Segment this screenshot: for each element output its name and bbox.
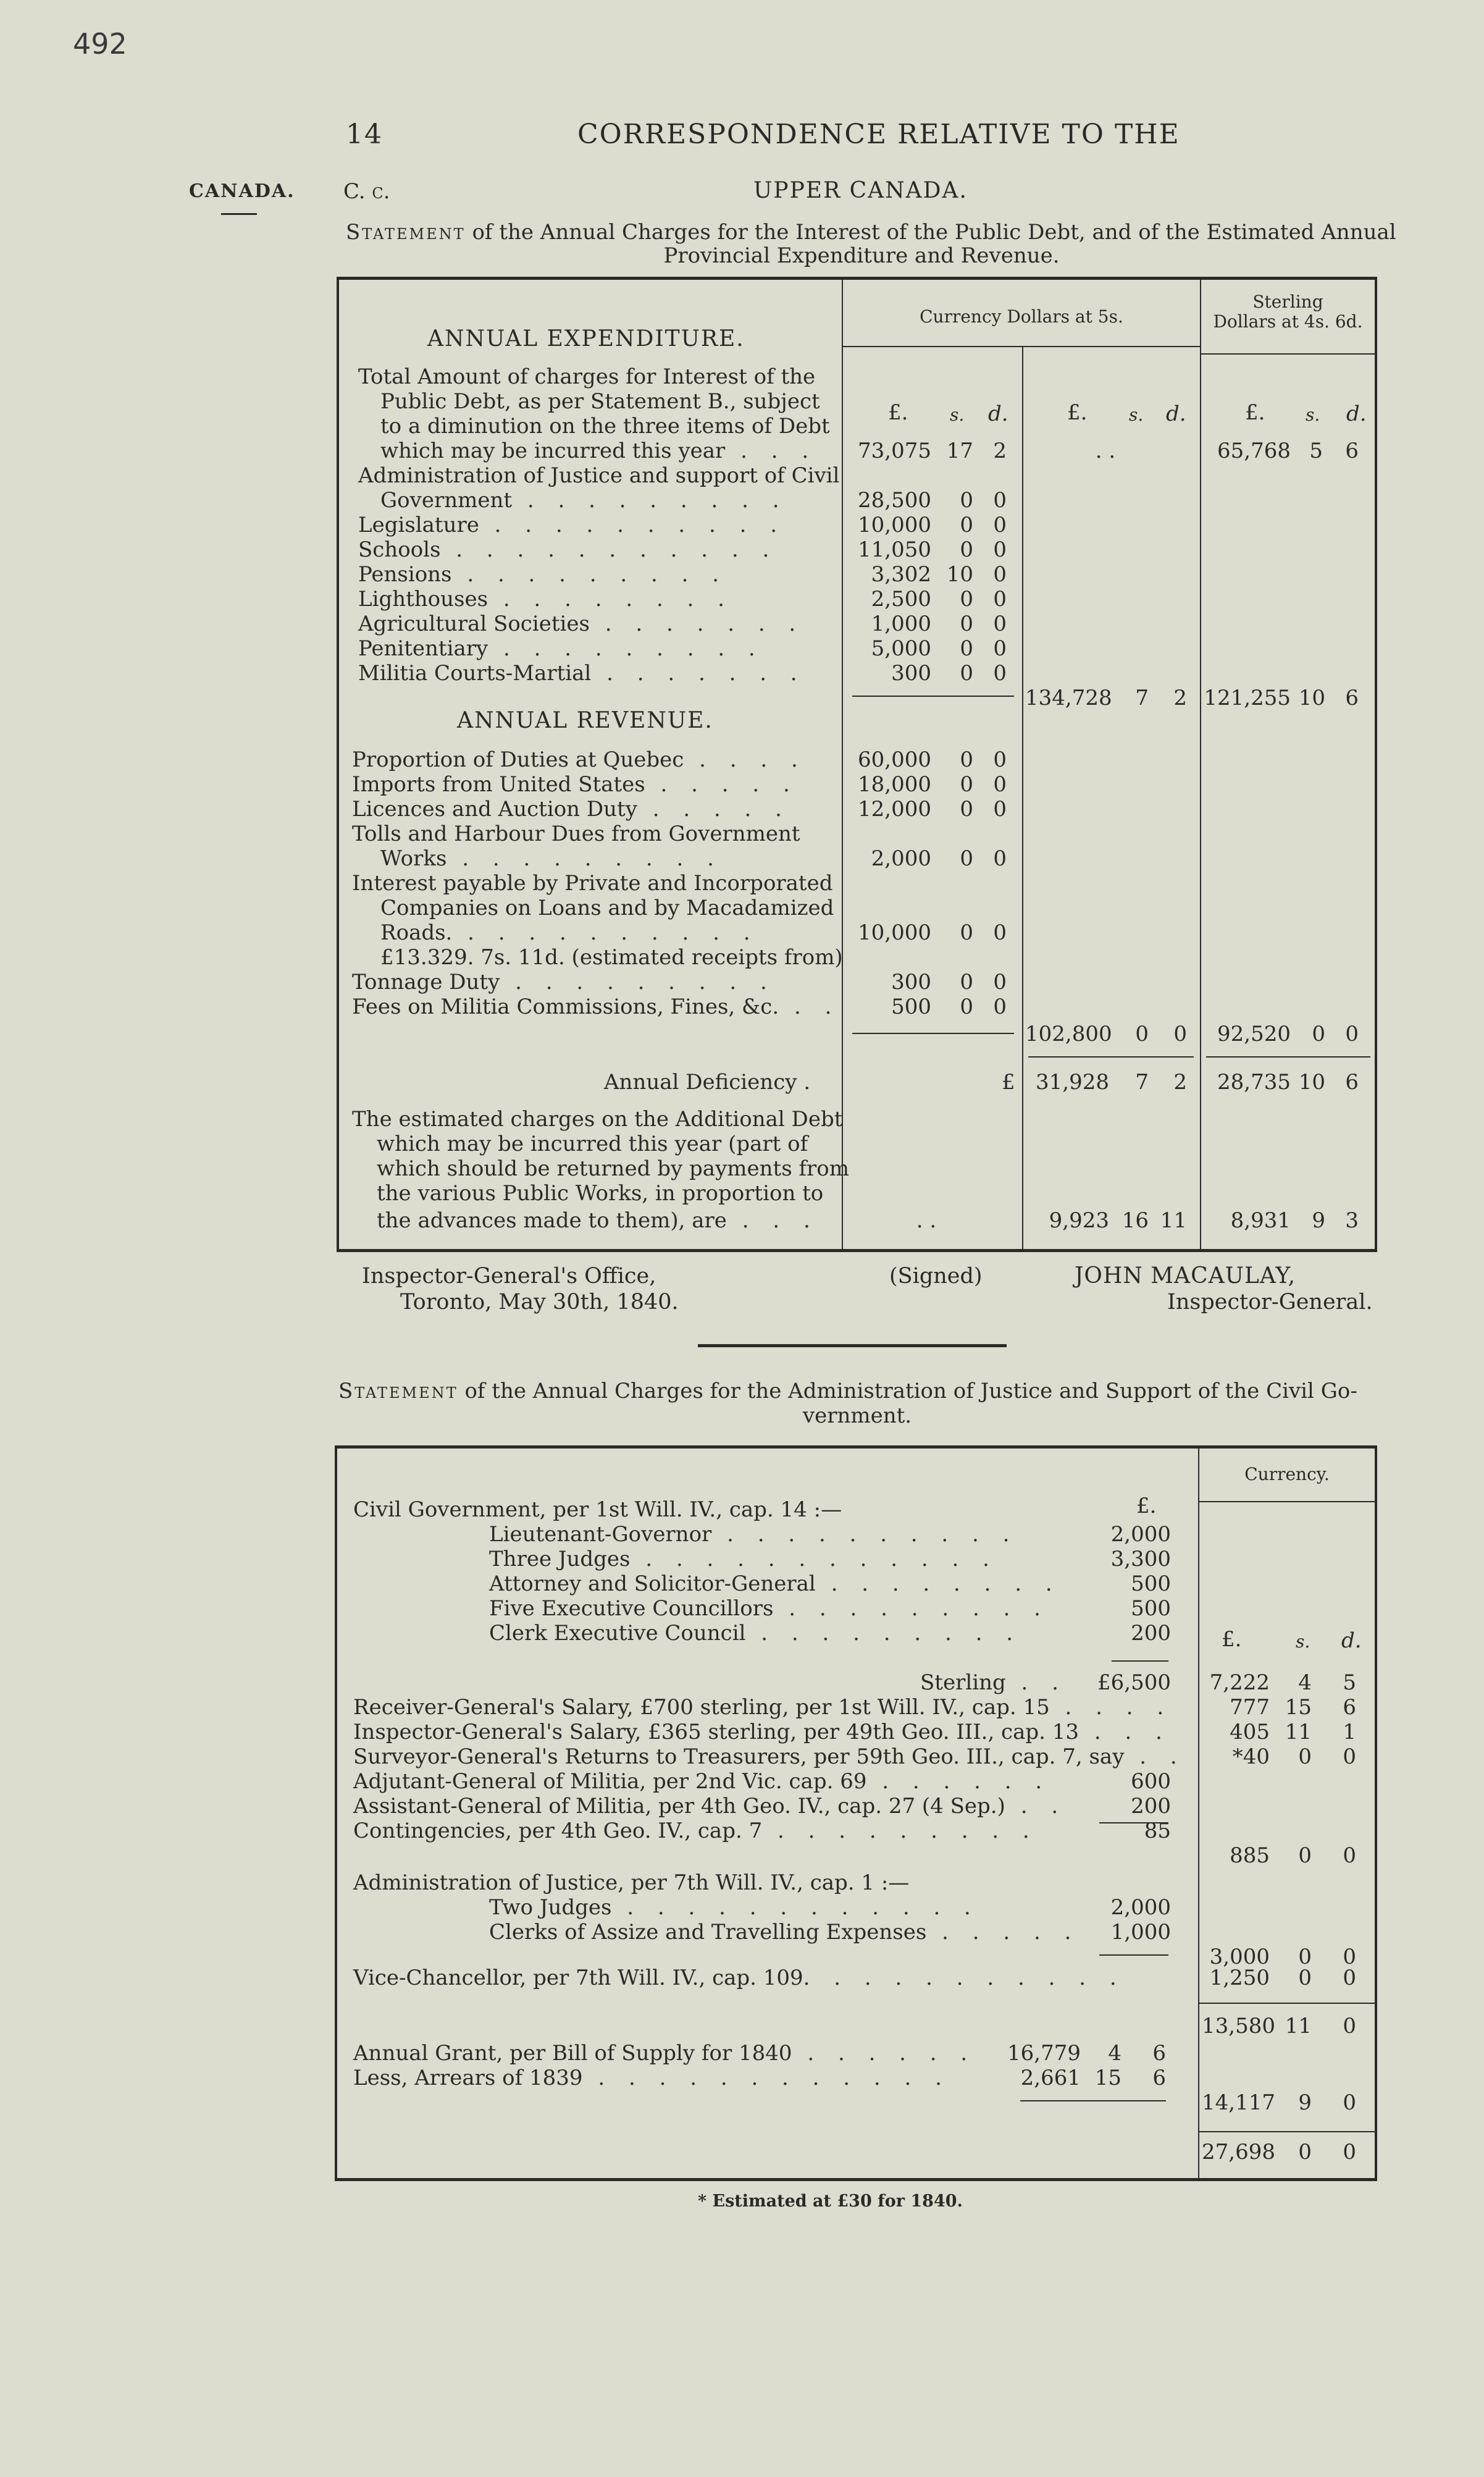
amount-shillings: 0 [960,612,973,636]
revenue-label: Tolls and Harbour Dues from Government [352,822,800,846]
revenue-label: Interest payable by Private and Incorporated [352,871,833,896]
expenditure-label: Pensions . . . . . . . . . [358,562,728,587]
deficiency-sterling-pounds: 28,735 [1217,1070,1291,1095]
expenditure-heading: ANNUAL EXPENDITURE. [427,326,745,351]
vice-chancellor-shillings: 0 [1298,1966,1312,1990]
currency-pence: 6 [1343,1695,1356,1720]
unit-pence: d. [988,402,1008,426]
grant-pence: 6 [1152,2041,1166,2066]
amount-pounds: 11,050 [858,537,931,562]
civil-gov-label: Civil Government, per 1st Will. IV., cap. 14 :— [353,1497,842,1522]
civil-item-label: Clerk Executive Council . . . . . . . . . [489,1621,1022,1646]
revenue-total-pounds: 102,800 [1025,1022,1112,1046]
civil-item-value: 500 [1131,1596,1171,1621]
amount-pence: 0 [993,661,1007,686]
col-header-sterling-1: Sterling [1252,292,1323,312]
amount-pounds: 1,000 [871,612,931,636]
justice-label: Administration of Justice, per 7th Will. IV., cap. 1 :— [353,1870,910,1895]
amount-pounds: 300 [891,970,931,995]
expenditure-label: Lighthouses . . . . . . . . [358,587,733,612]
additional-line: which should be returned by payments from [377,1156,849,1181]
currency-pounds: 405 [1230,1720,1270,1744]
amount-placeholder: . . [1095,439,1116,463]
sterling-shillings: 5 [1309,439,1323,463]
amount-shillings: 0 [960,661,973,686]
revenue-label: Proportion of Duties at Quebec . . . . [352,747,807,772]
vice-chancellor-pounds: 1,250 [1209,1966,1270,1990]
sterling-label: Sterling . . [920,1670,1067,1695]
currency-pounds: 777 [1230,1695,1270,1720]
vice-chancellor-pence: 0 [1343,1966,1356,1990]
additional-sterling-pounds: 8,931 [1230,1208,1291,1233]
amount-shillings: 0 [960,772,973,797]
currency-shillings: 15 [1285,1695,1312,1720]
salary-item-label: Surveyor-General's Returns to Treasurers, per 59th Geo. III., cap. 7, say . . [353,1744,1186,1769]
sterling-value: £6,500 [1097,1670,1171,1695]
currency-header: Currency. [1244,1464,1330,1484]
amount-pounds: 28,500 [858,488,931,513]
expenditure-total-sterling-pence: 6 [1345,686,1359,710]
deficiency-pounds: 31,928 [1036,1070,1109,1095]
justice-item-label: Two Judges . . . . . . . . . . . . [489,1895,979,1920]
footnote: * Estimated at £30 for 1840. [698,2192,963,2211]
currency-shillings: 4 [1298,1670,1312,1695]
amount-pence: 0 [993,612,1007,636]
amount-shillings: 0 [960,747,973,772]
grant-shillings: 4 [1108,2041,1121,2066]
amount-pence: 0 [993,797,1007,822]
justice-total-pence: 0 [1343,1945,1356,1969]
currency-pence: 1 [1343,1720,1356,1744]
currency-pounds: *40 [1232,1744,1270,1769]
interest-line: which may be incurred this year . . . [380,439,818,463]
civil-item-label: Lieutenant-Governor . . . . . . . . . . [489,1522,1018,1547]
amount-pounds: 73,075 [858,439,931,463]
militia-total-pence: 0 [1343,1843,1356,1868]
militia-item-value: 600 [1131,1769,1171,1794]
amount-pounds: 500 [891,995,931,1019]
signature-place-date: Toronto, May 30th, 1840. [400,1290,679,1314]
statement2-title-line2: vernment. [802,1403,912,1428]
grant-label: Annual Grant, per Bill of Supply for 1840 . . . . . . [353,2041,976,2066]
interest-line: to a diminution on the three items of Debt [380,414,830,439]
unit-pence: d. [1341,1628,1362,1653]
signature-title: Inspector-General. [1167,1290,1373,1314]
expenditure-total-shillings: 7 [1135,686,1149,710]
revenue-label: Imports from United States . . . . . [352,772,799,797]
revenue-label: Fees on Militia Commissions, Fines, &c. . . [352,995,841,1019]
expenditure-label: Government . . . . . . . . . [380,488,788,513]
grand-total-pounds: 27,698 [1202,2140,1275,2164]
additional-line: the various Public Works, in proportion to [377,1181,824,1206]
salary-item-label: Inspector-General's Salary, £365 sterling, per 49th Geo. III., cap. 13 . . . [353,1720,1171,1744]
deficiency-symbol: £ [1002,1070,1015,1095]
justice-total-pounds: 3,000 [1209,1945,1270,1969]
revenue-total-sterling-pounds: 92,520 [1217,1022,1291,1046]
amount-shillings: 0 [960,513,973,537]
revenue-total-sterling-shillings: 0 [1312,1022,1325,1046]
grand-total-shillings: 0 [1298,2140,1312,2164]
deficiency-sterling-shillings: 10 [1298,1070,1325,1095]
additional-pounds: 9,923 [1049,1208,1109,1233]
militia-total-shillings: 0 [1298,1843,1312,1868]
militia-item-label: Contingencies, per 4th Geo. IV., cap. 7 . . . . . . . . . [353,1819,1038,1843]
page-number: 492 [73,27,127,61]
running-head-title: CORRESPONDENCE RELATIVE TO THE [577,119,1180,150]
expenditure-total-sterling-pounds: 121,255 [1204,686,1291,710]
revenue-total-shillings: 0 [1135,1022,1149,1046]
additional-line: the advances made to them), are . . . [377,1208,819,1233]
statement1-title-line2: Provincial Expenditure and Revenue. [663,243,1060,268]
revenue-label: Tonnage Duty . . . . . . . . . [352,970,776,995]
amount-shillings: 10 [946,562,973,587]
amount-pounds: 10,000 [858,513,931,537]
grand-total-pence: 0 [1343,2140,1356,2164]
statement1-title-line1: Statement of the Annual Charges for the Interest of the Public Debt, and of the Estimated Annual [346,220,1396,245]
subtotal-pence: 0 [1343,2014,1356,2038]
revenue-label: £13.329. 7s. 11d. (estimated receipts from) [380,945,843,970]
militia-item-label: Adjutant-General of Militia, per 2nd Vic. cap. 69 . . . . . . [353,1769,1051,1794]
additional-placeholder: . . [916,1208,937,1233]
revenue-label: Companies on Loans and by Macadamized [380,896,834,920]
unit-shilling: s. [1296,1631,1310,1652]
expenditure-label: Schools . . . . . . . . . . . [358,537,778,562]
interest-line: Total Amount of charges for Interest of the [358,364,816,389]
amount-pence: 0 [993,537,1007,562]
grant-pounds: 16,779 [1007,2041,1081,2066]
unit-pound: £. [888,400,908,425]
col-header-sterling-2: Dollars at 4s. 6d. [1213,311,1363,332]
amount-pence: 0 [993,772,1007,797]
amount-pence: 0 [993,513,1007,537]
expenditure-label: Legislature . . . . . . . . . . [358,513,786,537]
sterling-pence: 6 [1345,439,1359,463]
amount-pence: 0 [993,562,1007,587]
expenditure-label: Penitentiary . . . . . . . . . [358,636,764,661]
currency-pounds: 7,222 [1209,1670,1270,1695]
expenditure-label: Militia Courts-Martial . . . . . . . [358,661,806,686]
amount-pence: 2 [993,439,1007,463]
revenue-total-pence: 0 [1173,1022,1187,1046]
justice-total-shillings: 0 [1298,1945,1312,1969]
civil-item-label: Five Executive Councillors . . . . . . . . . [489,1596,1049,1621]
deficiency-shillings: 7 [1135,1070,1149,1095]
amount-pence: 0 [993,995,1007,1019]
margin-note: CANADA. [189,180,295,202]
additional-shillings: 16 [1121,1208,1149,1233]
amount-pounds: 2,500 [871,587,931,612]
amount-pence: 0 [993,636,1007,661]
currency-pence: 5 [1343,1670,1356,1695]
signature-office: Inspector-General's Office, [362,1264,656,1289]
arrears-pence: 6 [1152,2066,1166,2090]
deficiency-sterling-pence: 6 [1345,1070,1359,1095]
amount-pounds: 60,000 [858,747,931,772]
signature-signed: (Signed) [889,1264,983,1289]
additional-line: The estimated charges on the Additional Debt [352,1107,843,1132]
amount-pence: 0 [993,846,1007,871]
expenditure-label: Agricultural Societies . . . . . . . [358,612,805,636]
signature-name: JOHN MACAULAY, [1075,1263,1296,1289]
currency-shillings: 0 [1298,1744,1312,1769]
revenue-label: Licences and Auction Duty . . . . . [352,797,790,822]
civil-item-label: Attorney and Solicitor-General . . . . . . . . [489,1571,1061,1596]
expenditure-total-sterling-shillings: 10 [1298,686,1325,710]
unit-shilling: s. [950,405,965,425]
civil-item-value: 200 [1131,1621,1171,1646]
unit-pound: £. [1067,400,1088,425]
subtotal-shillings: 11 [1285,2014,1312,2038]
arrears-shillings: 15 [1094,2066,1121,2090]
revenue-heading: ANNUAL REVENUE. [457,708,713,733]
civil-item-value: 3,300 [1110,1547,1171,1571]
civil-item-label: Three Judges . . . . . . . . . . . . [489,1547,998,1571]
amount-shillings: 0 [960,846,973,871]
section-title: UPPER CANADA. [753,178,968,203]
statement2-title-line1: Statement of the Annual Charges for the Administration of Justice and Support of the Civil Go- [338,1379,1357,1403]
expenditure-label: Administration of Justice and support of Civil [358,463,840,488]
net-grant-pence: 0 [1343,2090,1356,2115]
amount-pounds: 3,302 [871,562,931,587]
unit-pence: d. [1346,402,1367,426]
amount-shillings: 0 [960,797,973,822]
civil-item-value: 500 [1131,1571,1171,1596]
amount-pence: 0 [993,587,1007,612]
militia-item-value: 200 [1131,1794,1171,1819]
amount-pence: 0 [993,747,1007,772]
net-grant-shillings: 9 [1298,2090,1312,2115]
militia-item-label: Assistant-General of Militia, per 4th Geo. IV., cap. 27 (4 Sep.) . . [353,1794,1067,1819]
col-header-currency: Currency Dollars at 5s. [920,306,1123,327]
revenue-label: Works . . . . . . . . . [380,846,723,871]
arrears-pounds: 2,661 [1020,2066,1081,2090]
amount-pounds: 10,000 [858,920,931,945]
section-divider [698,1344,1007,1347]
justice-item-value: 1,000 [1110,1920,1171,1945]
justice-item-value: 2,000 [1110,1895,1171,1920]
amount-pounds: 2,000 [871,846,931,871]
amount-shillings: 0 [960,587,973,612]
civil-item-value: 2,000 [1110,1522,1171,1547]
currency-pence: 0 [1343,1744,1356,1769]
additional-sterling-shillings: 9 [1312,1208,1325,1233]
additional-sterling-pence: 3 [1345,1208,1359,1233]
additional-pence: 11 [1160,1208,1187,1233]
militia-total-pounds: 885 [1230,1843,1270,1868]
amount-pounds: 18,000 [858,772,931,797]
expenditure-total-pence: 2 [1173,686,1187,710]
sterling-pounds: 65,768 [1217,439,1291,463]
salary-item-label: Receiver-General's Salary, £700 sterling, per 1st Will. IV., cap. 15 . . . . [353,1695,1173,1720]
unit-pence: d. [1166,402,1186,426]
net-grant-pounds: 14,117 [1202,2090,1275,2115]
amount-shillings: 0 [960,970,973,995]
running-head-page: 14 [346,119,383,150]
additional-line: which may be incurred this year (part of [377,1132,808,1156]
expenditure-total-pounds: 134,728 [1025,686,1112,710]
amount-shillings: 0 [960,488,973,513]
deficiency-label: Annual Deficiency . [604,1070,811,1095]
unit-shilling: s. [1129,405,1144,425]
interest-line: Public Debt, as per Statement B., subject [380,389,820,414]
currency-shillings: 11 [1285,1720,1312,1744]
militia-item-value: 85 [1144,1819,1171,1843]
amount-shillings: 17 [946,439,973,463]
amount-pence: 0 [993,970,1007,995]
vice-chancellor-label: Vice-Chancellor, per 7th Will. IV., cap. 109. . . . . . . . . . . [353,1966,1125,1990]
deficiency-pence: 2 [1173,1070,1187,1095]
unit-shilling: s. [1306,405,1320,425]
section-ref: C. c. [343,179,390,204]
unit-pound: £. [1222,1627,1242,1652]
amount-shillings: 0 [960,537,973,562]
unit-pound: £. [1245,400,1265,425]
revenue-label: Roads. . . . . . . . . . . [380,920,759,945]
pound-symbol: £. [1136,1494,1157,1518]
amount-pounds: 300 [891,661,931,686]
subtotal-pounds: 13,580 [1202,2014,1275,2038]
amount-pounds: 12,000 [858,797,931,822]
justice-item-label: Clerks of Assize and Travelling Expenses . . . . . [489,1920,1080,1945]
amount-pounds: 5,000 [871,636,931,661]
revenue-total-sterling-pence: 0 [1345,1022,1359,1046]
amount-pence: 0 [993,488,1007,513]
amount-shillings: 0 [960,995,973,1019]
amount-shillings: 0 [960,920,973,945]
arrears-label: Less, Arrears of 1839 . . . . . . . . . . . . [353,2066,950,2090]
amount-shillings: 0 [960,636,973,661]
amount-pence: 0 [993,920,1007,945]
